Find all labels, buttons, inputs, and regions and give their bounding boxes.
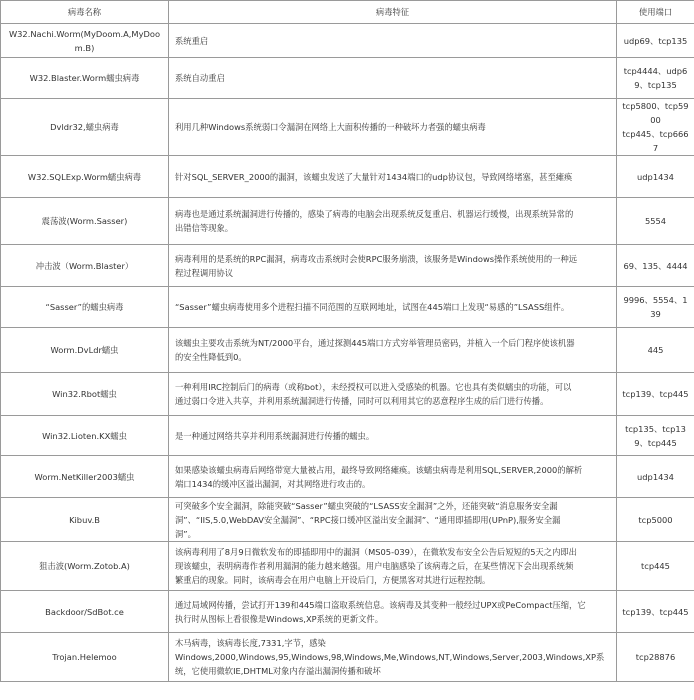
port-line: tcp445	[641, 561, 670, 571]
port-line: 5554	[644, 216, 667, 226]
feature-line: 该病毒利用了8月9日微软发布的即插即用中的漏洞（MS05-039），在微软发布安全公告后短短的5天之内即出	[175, 547, 577, 557]
feature-line: 系统自动重启	[175, 73, 225, 83]
virus-feature-cell	[169, 328, 617, 373]
table-row	[1, 542, 694, 591]
feature-line: 出错信等现象。	[175, 223, 234, 233]
feature-line: 木马病毒，该病毒长度,7331,字节，感染	[175, 638, 326, 648]
port-line: tcp5000	[638, 514, 673, 525]
table-row	[1, 198, 694, 245]
table-row	[1, 99, 694, 156]
feature-line: 如果感染该蠕虫病毒后网络带宽大量被占用，最终导致网络瘫痪。该蠕虫病毒是利用SQL,SERVER,2000的解析	[175, 464, 583, 475]
virus-name-cell: Worm.DvLdr蠕虫	[1, 328, 169, 373]
virus-name-cell: 震荡波(Worm.Sasser)	[1, 198, 169, 245]
virus-name-cell: Kibuv.B	[1, 498, 169, 542]
feature-line: 通过局域网传播，尝试打开139和445端口盗取系统信息。该病毒及其变种一般经过UPX或PeCompact压缩，它	[175, 599, 586, 610]
virus-feature-cell	[169, 245, 617, 287]
virus-name-cell: W32.SQLExp.Worm蠕虫病毒	[1, 156, 169, 198]
table-row	[1, 633, 694, 682]
table-row	[1, 24, 694, 58]
feature-line: 该蠕虫主要攻击系统为NT/2000平台，通过探测445端口方式穷举管理员密码，并植入一个后门程序使该机器	[175, 338, 575, 348]
port-cell	[617, 456, 694, 498]
port-line: udp1434	[637, 471, 674, 482]
port-cell	[617, 591, 694, 633]
port-cell	[617, 99, 694, 156]
feature-line: 程过程调用协议	[175, 267, 234, 278]
table-row	[1, 328, 694, 373]
virus-name-cell: Worm.NetKiller2003蠕虫	[1, 456, 169, 498]
port-cell	[617, 416, 694, 456]
port-cell	[617, 542, 694, 591]
port-line: tcp139、tcp445	[622, 606, 689, 617]
table-row	[1, 156, 694, 198]
header-virus-feature: 病毒特征	[169, 1, 617, 24]
virus-name-cell: Trojan.Helemoo	[1, 633, 169, 682]
virus-feature-cell	[169, 287, 617, 328]
port-cell	[617, 24, 694, 58]
virus-name-cell: Win32.Rbot蠕虫	[1, 373, 169, 416]
feature-line: “Sasser”蠕虫病毒使用多个进程扫描不同范围的互联网地址，试图在445端口上发现“易感的”LSASS组件。	[175, 302, 570, 312]
virus-feature-cell	[169, 99, 617, 156]
port-cell	[617, 328, 694, 373]
port-line: tcp4444、udp69、tcp135	[623, 66, 688, 90]
port-line: tcp135、tcp139、tcp445	[625, 423, 686, 448]
virus-name-cell: W32.Nachi.Worm(MyDoom.A,MyDoom.B)	[1, 24, 169, 58]
feature-line: 系统重启	[175, 35, 209, 46]
feature-line: 利用几种Windows系统弱口令漏洞在网络上大面积传播的一种破坏力者强的蠕虫病毒	[175, 122, 486, 132]
table-header-row	[1, 1, 694, 24]
port-line: tcp28876	[635, 652, 676, 662]
feature-line: 通过弱口令进入共享，并利用系统漏洞进行传播，同时可以利用其它的恶意程序生成的后门进行传播。	[175, 396, 549, 406]
feature-line: 端口1434的缓冲区溢出漏洞，对其网络进行攻击的。	[175, 478, 371, 489]
header-port: 使用端口	[617, 1, 694, 24]
virus-name-cell: Backdoor/SdBot.ce	[1, 591, 169, 633]
feature-line: 可突破多个安全漏洞，除能突破“Sasser”蠕虫突破的“LSASS安全漏洞”之外，还能突破“消息服务安全漏	[175, 500, 558, 511]
feature-line: 洞”。	[175, 528, 196, 539]
port-cell	[617, 287, 694, 328]
port-cell	[617, 633, 694, 682]
virus-name-cell: 冲击波（Worm.Blaster）	[1, 245, 169, 287]
port-line: 445	[647, 345, 664, 355]
virus-feature-cell	[169, 156, 617, 198]
virus-feature-cell	[169, 373, 617, 416]
table-body	[1, 24, 694, 682]
feature-line: 繁重启的现象。同时，该病毒会在用户电脑上开设后门，方便黑客对其进行远程控制。	[175, 575, 491, 585]
table-row	[1, 58, 694, 99]
virus-feature-cell	[169, 58, 617, 99]
port-line: tcp445、tcp6667	[622, 129, 689, 153]
feature-line: 执行时从图标上看很像是Windows,XP系统的更新文件。	[175, 613, 384, 624]
port-line: tcp5800、tcp5900	[622, 101, 689, 125]
table-row	[1, 498, 694, 542]
table-row	[1, 373, 694, 416]
feature-line: 洞”、“IIS,5.0,WebDAV安全漏洞”、“RPC接口缓冲区溢出安全漏洞”、“通用即插即用(UPnP),服务安全漏	[175, 514, 561, 525]
table-row	[1, 591, 694, 633]
port-cell	[617, 156, 694, 198]
feature-line: 统，它使用微软IE,DHTML对象内存溢出漏洞传播和破坏	[175, 666, 381, 676]
virus-name-cell: Dvldr32,蠕虫病毒	[1, 99, 169, 156]
virus-name-cell: 狙击波(Worm.Zotob.A)	[1, 542, 169, 591]
virus-feature-cell	[169, 498, 617, 542]
virus-feature-cell	[169, 633, 617, 682]
virus-feature-cell	[169, 198, 617, 245]
virus-name-cell: “Sasser”的蠕虫病毒	[1, 287, 169, 328]
feature-line: 是一种通过网络共享并利用系统漏洞进行传播的蠕虫。	[175, 430, 375, 441]
port-cell	[617, 245, 694, 287]
virus-feature-cell	[169, 416, 617, 456]
table-row	[1, 245, 694, 287]
table-row	[1, 456, 694, 498]
table-row	[1, 287, 694, 328]
feature-line: 的安全性降低到0。	[175, 352, 247, 362]
feature-line: 病毒利用的是系统的RPC漏洞，病毒攻击系统时会使RPC服务崩溃，该服务是Windows操作系统使用的一种远	[175, 253, 578, 264]
feature-line: 一种利用IRC控制后门的病毒（或称bot），未经授权可以进入受感染的机器。它也具有类似蠕虫的功能，可以	[175, 382, 572, 392]
virus-feature-cell	[169, 456, 617, 498]
port-cell	[617, 198, 694, 245]
port-line: udp1434	[637, 171, 674, 182]
virus-feature-cell	[169, 591, 617, 633]
virus-name-cell: W32.Blaster.Worm蠕虫病毒	[1, 58, 169, 99]
feature-line: 现该蠕虫，表明病毒作者利用漏洞的能力越来越强。用户电脑感染了该病毒之后，在某些情况下会出现系统频	[175, 561, 574, 571]
feature-line: Windows,2000,Windows,95,Windows,98,Windows,Me,Windows,NT,Windows,Server,2003,Windows,XP系	[175, 652, 605, 662]
feature-line: 针对SQL_SERVER_2000的漏洞，该蠕虫发送了大量针对1434端口的udp协议包，导致网络堵塞，甚至瘫痪	[175, 171, 573, 182]
virus-feature-cell	[169, 24, 617, 58]
feature-line: 病毒也是通过系统漏洞进行传播的，感染了病毒的电脑会出现系统反复重启、机器运行缓慢，出现系统异常的	[175, 209, 574, 219]
table-row	[1, 416, 694, 456]
port-cell	[617, 373, 694, 416]
port-cell	[617, 498, 694, 542]
port-line: 69、135、4444	[623, 260, 688, 271]
virus-name-cell: Win32.Lioten.KX蠕虫	[1, 416, 169, 456]
virus-feature-cell	[169, 542, 617, 591]
header-virus-name: 病毒名称	[1, 1, 169, 24]
port-line: 9996、5554、139	[623, 295, 688, 319]
port-cell	[617, 58, 694, 99]
port-line: tcp139、tcp445	[622, 389, 689, 399]
port-line: udp69、tcp135	[623, 35, 688, 46]
